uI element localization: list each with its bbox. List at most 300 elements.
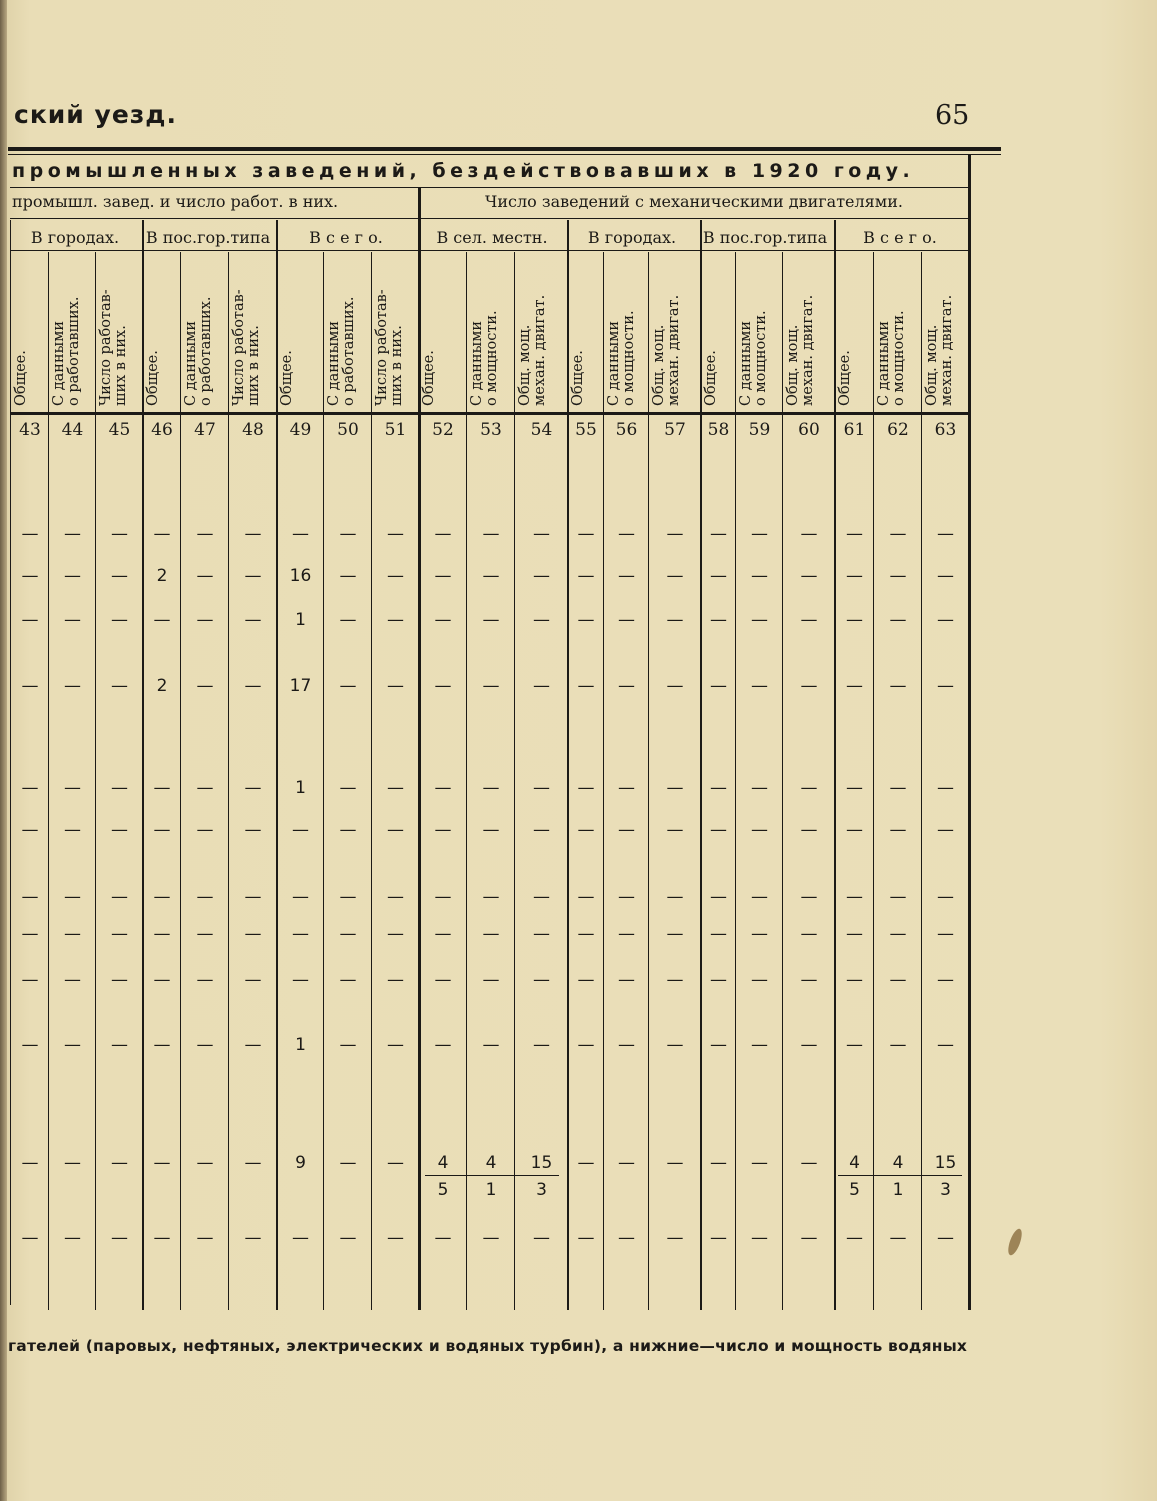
table-cell: — — [153, 924, 171, 944]
table-cell: — — [751, 524, 768, 544]
table-cell: — — [846, 566, 863, 586]
table-cell: — — [666, 970, 684, 990]
table-cell: — — [618, 566, 635, 586]
table-cell: — — [339, 610, 357, 630]
table-cell: — — [482, 970, 500, 990]
table-cell: — — [800, 1228, 818, 1248]
table-cell: — — [666, 566, 684, 586]
table-cell: — — [937, 924, 954, 944]
column-header: Общее. — [837, 350, 853, 406]
table-cell: — — [196, 820, 214, 840]
table-cell: — — [153, 610, 171, 630]
table-cell: — — [846, 924, 863, 944]
table-cell: — — [244, 610, 262, 630]
table-cell: — — [196, 610, 214, 630]
table-cell: — — [751, 1153, 768, 1173]
table-cell: — — [889, 778, 907, 798]
column-rule — [603, 252, 604, 1310]
column-header: Общ. мощ. механ. двигат. — [651, 294, 682, 406]
table-cell: — — [937, 676, 954, 696]
table-cell: 4 — [849, 1153, 860, 1173]
table-cell: — — [533, 610, 550, 630]
table-cell: — — [387, 820, 404, 840]
table-cell: — — [846, 1035, 863, 1055]
table-cell: — — [846, 610, 863, 630]
table-cell: — — [666, 610, 684, 630]
table-cell: — — [64, 778, 81, 798]
table-cell: — — [196, 778, 214, 798]
table-cell: — — [339, 778, 357, 798]
table-cell: 5 — [437, 1180, 449, 1200]
table-cell: — — [21, 1153, 39, 1173]
table-cell: — — [339, 524, 357, 544]
table-cell: 3 — [940, 1180, 951, 1200]
table-cell: — — [618, 524, 635, 544]
table-cell: — — [387, 566, 404, 586]
table-cell: — — [111, 970, 128, 990]
table-cell: — — [153, 1153, 171, 1173]
table-cell: — — [710, 887, 727, 907]
column-rule — [371, 252, 372, 1310]
table-cell: — — [387, 887, 404, 907]
table-cell: — — [889, 970, 907, 990]
table-cell: — — [196, 1228, 214, 1248]
table-cell: — — [666, 924, 684, 944]
table-cell: 1 — [485, 1180, 497, 1200]
table-cell: — — [889, 1228, 907, 1248]
column-number: 52 — [432, 420, 454, 440]
table-cell: — — [846, 820, 863, 840]
table-cell: — — [244, 820, 262, 840]
table-cell: — — [196, 676, 214, 696]
column-number: 61 — [843, 420, 866, 440]
column-rule — [276, 220, 278, 1310]
table-cell: — — [292, 1228, 309, 1248]
column-number: 59 — [748, 420, 771, 440]
table-cell: — — [387, 1153, 404, 1173]
table-cell: — — [244, 676, 262, 696]
table-cell: — — [292, 924, 309, 944]
column-number: 63 — [934, 420, 957, 440]
table-cell: — — [533, 524, 550, 544]
table-cell: — — [751, 676, 768, 696]
table-cell: — — [800, 778, 818, 798]
table-cell: — — [889, 887, 907, 907]
table-cell: — — [710, 676, 727, 696]
column-rule — [648, 252, 649, 1310]
table-cell: — — [889, 676, 907, 696]
table-cell: — — [153, 778, 171, 798]
table-cell: — — [196, 524, 214, 544]
table-cell: — — [577, 924, 595, 944]
column-number: 56 — [615, 420, 638, 440]
table-cell: — — [339, 1035, 357, 1055]
table-cell: — — [292, 887, 309, 907]
table-cell: — — [618, 676, 635, 696]
header-rule-thin — [8, 154, 1001, 155]
column-number: 45 — [108, 420, 131, 440]
column-number: 44 — [61, 420, 84, 440]
column-header: Число работав- ших в них. — [231, 289, 262, 406]
table-cell: — — [618, 820, 635, 840]
header-rule-thick — [8, 147, 1001, 151]
subgroup-header: В городах. — [587, 228, 677, 247]
table-cell: — — [244, 1153, 262, 1173]
table-cell: — — [21, 970, 39, 990]
table-cell: — — [21, 887, 39, 907]
table-cell: — — [800, 566, 818, 586]
column-header: С данными о мощности. — [738, 310, 769, 406]
table-cell: — — [153, 524, 171, 544]
table-cell: — — [751, 566, 768, 586]
table-cell: — — [339, 1153, 357, 1173]
table-cell: — — [533, 924, 550, 944]
table-cell: — — [64, 610, 81, 630]
table-cell: — — [64, 1035, 81, 1055]
table-cell: — — [111, 924, 128, 944]
table-cell: — — [800, 924, 818, 944]
table-cell: — — [889, 1035, 907, 1055]
table-cell: — — [533, 566, 550, 586]
table-cell: — — [751, 970, 768, 990]
table-cell: — — [196, 887, 214, 907]
table-cell: — — [618, 970, 635, 990]
table-cell: — — [111, 676, 128, 696]
group-rule — [10, 218, 970, 219]
table-cell: — — [339, 887, 357, 907]
table-cell: — — [111, 1228, 128, 1248]
table-cell: — — [618, 1228, 635, 1248]
table-cell: 4 — [892, 1153, 904, 1173]
column-header: Число работав- ших в них. — [98, 289, 129, 406]
table-cell: — — [434, 970, 452, 990]
column-rule — [873, 252, 874, 1310]
table-cell: — — [846, 1228, 863, 1248]
column-rule — [921, 252, 922, 1310]
table-cell: — — [846, 970, 863, 990]
table-cell: — — [937, 524, 954, 544]
table-cell: — — [64, 887, 81, 907]
column-header: С данными о мощности. — [469, 310, 500, 406]
table-cell: — — [21, 566, 39, 586]
table-cell: — — [482, 1228, 500, 1248]
column-rule — [700, 220, 702, 1310]
table-cell: — — [482, 778, 500, 798]
column-rule — [95, 252, 96, 1310]
table-cell: — — [751, 924, 768, 944]
table-cell: — — [710, 610, 727, 630]
column-rule — [48, 252, 49, 1310]
table-cell: — — [339, 924, 357, 944]
table-cell: — — [846, 778, 863, 798]
table-cell: — — [21, 778, 39, 798]
table-cell: — — [666, 524, 684, 544]
table-cell: — — [846, 887, 863, 907]
table-cell: — — [292, 970, 309, 990]
table-cell: — — [751, 610, 768, 630]
table-cell: — — [482, 820, 500, 840]
table-cell: — — [618, 778, 635, 798]
table-cell: — — [577, 610, 595, 630]
table-cell: — — [387, 676, 404, 696]
table-cell: — — [937, 820, 954, 840]
table-cell: — — [21, 1035, 39, 1055]
table-cell: — — [434, 1035, 452, 1055]
table-cell: — — [64, 970, 81, 990]
table-cell: — — [434, 778, 452, 798]
table-cell: — — [111, 1035, 128, 1055]
table-cell: — — [710, 524, 727, 544]
running-head: ский уезд. — [14, 100, 177, 129]
table-cell: 2 — [156, 566, 168, 586]
table-cell: — — [577, 1035, 595, 1055]
column-header: Общ. мощ. механ. двигат. — [785, 294, 816, 406]
column-number: 49 — [289, 420, 312, 440]
table-cell: — — [937, 778, 954, 798]
column-rule — [567, 220, 569, 1310]
table-cell: — — [800, 676, 818, 696]
table-cell: — — [533, 778, 550, 798]
table-cell: — — [339, 566, 357, 586]
table-cell: — — [434, 676, 452, 696]
table-cell: — — [666, 778, 684, 798]
table-cell: — — [111, 778, 128, 798]
table-cell: — — [937, 1035, 954, 1055]
table-cell: 1 — [295, 610, 306, 630]
table-cell: — — [577, 887, 595, 907]
table-cell: 9 — [295, 1153, 306, 1173]
table-cell: — — [64, 524, 81, 544]
column-header: Общее. — [570, 350, 586, 406]
table-cell: — — [482, 1035, 500, 1055]
table-cell: — — [710, 1035, 727, 1055]
table-cell: — — [387, 1228, 404, 1248]
table-cell: — — [111, 820, 128, 840]
table-cell: — — [244, 887, 262, 907]
table-cell: — — [21, 524, 39, 544]
table-cell: — — [64, 820, 81, 840]
column-number: 50 — [337, 420, 359, 440]
table-cell: — — [889, 924, 907, 944]
column-rule — [180, 252, 181, 1310]
header-rule — [10, 187, 970, 188]
table-cell: — — [21, 820, 39, 840]
table-cell: — — [577, 778, 595, 798]
table-cell: — — [800, 524, 818, 544]
table-cell: — — [244, 970, 262, 990]
table-cell: — — [533, 970, 550, 990]
column-number: 46 — [151, 420, 173, 440]
table-cell: — — [577, 566, 595, 586]
table-cell: — — [482, 566, 500, 586]
subgroup-rule — [10, 250, 970, 251]
column-header: Общее. — [421, 350, 437, 406]
column-header: Общ. мощ. механ. двигат. — [924, 294, 955, 406]
table-cell: — — [533, 820, 550, 840]
table-cell: — — [339, 1228, 357, 1248]
table-cell: — — [387, 924, 404, 944]
table-cell: — — [153, 887, 171, 907]
ink-blot — [1006, 1227, 1025, 1257]
page-number: 65 — [935, 100, 970, 131]
table-cell: — — [710, 778, 727, 798]
table-cell: — — [434, 820, 452, 840]
table-cell: — — [482, 924, 500, 944]
table-cell: — — [889, 610, 907, 630]
table-cell: — — [153, 1228, 171, 1248]
fraction-bar — [425, 1175, 559, 1176]
column-number: 47 — [194, 420, 216, 440]
group-header-engines: Число заведений с механическими двигателями. — [485, 192, 903, 211]
table-cell: — — [937, 566, 954, 586]
footnote: гателей (паровых, нефтяных, электрических и водяных турбин), а нижние—число и мощность водяных — [8, 1337, 968, 1355]
column-header: Общее. — [703, 350, 719, 406]
table-cell: — — [292, 820, 309, 840]
column-header: С данными о работавших. — [51, 296, 82, 406]
fraction-bar — [838, 1175, 962, 1176]
table-cell: — — [21, 610, 39, 630]
table-cell: — — [244, 524, 262, 544]
table-cell: — — [618, 1153, 635, 1173]
column-number: 55 — [575, 420, 597, 440]
table-cell: — — [577, 970, 595, 990]
table-cell: — — [710, 1228, 727, 1248]
table-cell: — — [387, 524, 404, 544]
column-number: 51 — [384, 420, 407, 440]
table-cell: — — [666, 887, 684, 907]
table-cell: — — [937, 610, 954, 630]
table-cell: — — [153, 1035, 171, 1055]
column-number: 60 — [798, 420, 820, 440]
table-cell: — — [710, 924, 727, 944]
subgroup-header: В пос.гор.типа — [702, 228, 828, 247]
table-cell: — — [21, 924, 39, 944]
column-rule — [228, 252, 229, 1310]
table-cell: 1 — [892, 1180, 904, 1200]
table-cell: 2 — [156, 676, 168, 696]
table-cell: — — [339, 676, 357, 696]
table-cell: — — [196, 1153, 214, 1173]
table-cell: — — [434, 610, 452, 630]
table-cell: — — [21, 676, 39, 696]
table-cell: — — [846, 676, 863, 696]
table-cell: — — [434, 524, 452, 544]
subgroup-header: В городах. — [30, 228, 120, 247]
column-rule — [142, 220, 144, 1310]
table-cell: — — [111, 887, 128, 907]
table-cell: — — [244, 778, 262, 798]
table-cell: — — [434, 924, 452, 944]
table-cell: — — [710, 820, 727, 840]
subgroup-header: В с е г о. — [863, 228, 937, 247]
column-number: 48 — [242, 420, 264, 440]
subgroup-header: В пос.гор.типа — [145, 228, 271, 247]
column-number: 54 — [530, 420, 553, 440]
column-rule — [10, 220, 11, 1305]
table-cell: — — [577, 524, 595, 544]
table-cell: 15 — [934, 1153, 957, 1173]
column-header: Общее. — [13, 350, 29, 406]
table-cell: — — [618, 610, 635, 630]
column-rule — [782, 252, 783, 1310]
table-cell: — — [64, 566, 81, 586]
column-header: С данными о мощности. — [606, 310, 637, 406]
table-cell: — — [387, 970, 404, 990]
table-cell: 3 — [536, 1180, 547, 1200]
table-cell: — — [21, 1228, 39, 1248]
table-cell: — — [710, 1153, 727, 1173]
table-cell: — — [666, 1153, 684, 1173]
subgroup-header: В сел. местн. — [436, 228, 548, 247]
table-cell: 1 — [295, 778, 306, 798]
column-header: Общ. мощ. механ. двигат. — [517, 294, 548, 406]
column-rule — [466, 252, 467, 1310]
column-header: С данными о работавших. — [183, 296, 214, 406]
table-cell: — — [533, 887, 550, 907]
table-cell: — — [196, 1035, 214, 1055]
column-number: 43 — [19, 420, 41, 440]
table-cell: — — [196, 566, 214, 586]
table-cell: — — [244, 1228, 262, 1248]
table-cell: — — [244, 1035, 262, 1055]
table-cell: — — [666, 676, 684, 696]
table-cell: — — [889, 820, 907, 840]
table-cell: — — [800, 1035, 818, 1055]
table-cell: — — [339, 970, 357, 990]
table-cell: — — [889, 524, 907, 544]
table-cell: — — [387, 610, 404, 630]
table-cell: — — [800, 1153, 818, 1173]
table-cell: — — [800, 610, 818, 630]
subgroup-header: В с е г о. — [309, 228, 383, 247]
table-cell: — — [533, 1035, 550, 1055]
table-cell: — — [751, 1035, 768, 1055]
table-cell: 4 — [437, 1153, 449, 1173]
column-number: 62 — [887, 420, 909, 440]
table-cell: — — [800, 820, 818, 840]
column-rule — [834, 220, 836, 1310]
table-cell: — — [751, 820, 768, 840]
table-cell: — — [751, 1228, 768, 1248]
book-spine-shadow — [0, 0, 7, 1501]
table-cell: — — [482, 887, 500, 907]
column-rule — [968, 155, 971, 1310]
table-cell: — — [751, 887, 768, 907]
table-cell: — — [482, 676, 500, 696]
column-number: 57 — [664, 420, 686, 440]
table-cell: — — [577, 676, 595, 696]
table-cell: — — [196, 924, 214, 944]
table-cell: 15 — [530, 1153, 553, 1173]
table-cell: — — [111, 524, 128, 544]
table-cell: — — [244, 566, 262, 586]
table-cell: — — [434, 1228, 452, 1248]
column-number: 58 — [707, 420, 730, 440]
column-header: Число работав- ших в них. — [374, 289, 405, 406]
table-cell: 16 — [289, 566, 312, 586]
header-bottom-rule — [10, 412, 970, 415]
table-cell: — — [64, 1153, 81, 1173]
table-cell: — — [482, 524, 500, 544]
table-cell: — — [434, 566, 452, 586]
column-rule — [514, 252, 515, 1310]
table-cell: — — [153, 820, 171, 840]
column-header: Общее. — [145, 350, 161, 406]
table-cell: — — [618, 924, 635, 944]
table-cell: — — [64, 1228, 81, 1248]
table-cell: — — [710, 970, 727, 990]
table-cell: — — [618, 887, 635, 907]
